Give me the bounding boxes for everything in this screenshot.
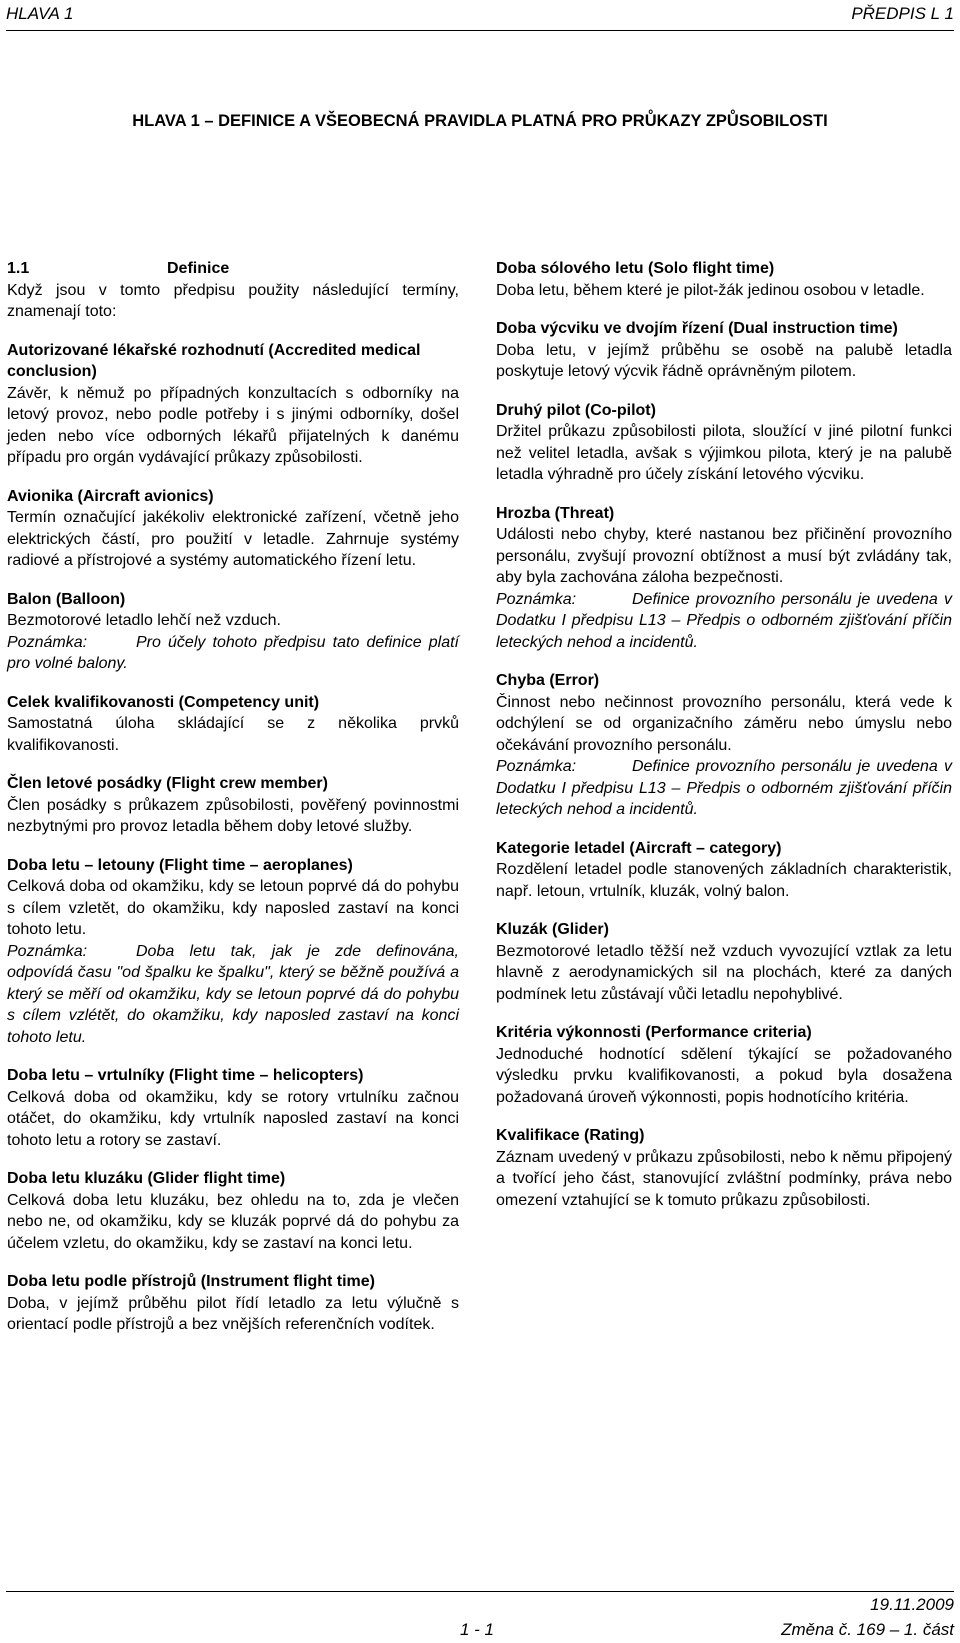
definition-text: Doba letu, během které je pilot-žák jedinou osobou v letadle. xyxy=(496,281,925,299)
definition-term: Doba letu – vrtulníky (Flight time – helicopters) xyxy=(7,1067,364,1084)
definition-text: Doba, v jejímž průběhu pilot řídí letadlo za letu výlučně s orientací podle přístrojů a bez vnějších referenčních vodítek. xyxy=(7,1294,459,1333)
section-heading xyxy=(7,258,459,280)
definition-text: Samostatná úloha skládající se z několika prvků kvalifikovanosti. xyxy=(7,715,459,754)
footer-page-number: 1 - 1 xyxy=(460,1620,495,1639)
note-label: Poznámka: xyxy=(496,758,577,775)
definition-text: Doba letu, v jejímž průběhu se osobě na palubě letadla poskytuje letový výcvik řádně oprávněným pilotem. xyxy=(496,341,952,380)
header-regulation: PŘEDPIS L 1 xyxy=(851,4,954,23)
note-label: Poznámka: xyxy=(496,590,577,608)
definition-text: Závěr, k němuž po případných konzultacích s odborníky na letový provoz, nebo podle potřeby i s jinými odborníky, došel jeden nebo více odborných lékařů přijatelných k danému případu pro orgán vydávající průkazy způsobilosti. xyxy=(7,384,459,466)
definition-term: Avionika (Aircraft avionics) xyxy=(7,487,214,505)
definition-term: Doba sólového letu (Solo flight time) xyxy=(496,260,775,277)
definition-term: Balon (Balloon) xyxy=(7,590,126,608)
definition-entry xyxy=(496,503,952,654)
definition-text: Události nebo chyby, které nastanou bez přičinění provozního personálu, zvyšují provozní obtížnost a musí být zvládány tak, aby byla zachována záloha bezpečnosti. xyxy=(496,526,952,586)
footer-amendment: Změna č. 169 – 1. část xyxy=(781,1620,954,1639)
definition-note xyxy=(7,632,459,675)
section-intro-text: Když jsou v tomto předpisu použity následující termíny, znamenají toto: xyxy=(7,281,459,320)
definition-term: Druhý pilot (Co-pilot) xyxy=(496,401,656,419)
definition-term: Celek kvalifikovanosti (Competency unit) xyxy=(7,693,320,711)
definition-entry xyxy=(7,486,459,572)
note-label: Poznámka: xyxy=(7,942,88,960)
footer-rule xyxy=(6,1591,954,1592)
definition-text: Celková doba letu kluzáku, bez ohledu na to, zda je vlečen nebo ne, od okamžiku, kdy se kluzák poprvé dá do pohybu za účelem vzletu, do okamžiku, kdy se zastaví na konci letu. xyxy=(7,1191,459,1252)
definition-entry xyxy=(7,1168,459,1254)
definition-note xyxy=(496,589,952,654)
definition-text: Bezmotorové letadlo těžší než vzduch vyvozující vztlak za letu hlavně z aerodynamických sil na plochách, které za daných podmínek letu zůstávají vůči letadlu nepohyblivé. xyxy=(496,942,952,1003)
definition-entry xyxy=(496,400,952,486)
note-text: Definice provozního personálu je uvedena v Dodatku I předpisu L13 – Předpis o odborném zjišťování příčin leteckých nehod a incidentů. xyxy=(496,590,952,651)
definition-text: Bezmotorové letadlo lehčí než vzduch. xyxy=(7,612,281,629)
definition-term: Doba letu – letouny (Flight time – aeroplanes) xyxy=(7,856,353,874)
definition-text: Rozdělení letadel podle stanovených základních charakteristik, např. letoun, vrtulník, kluzák, volný balon. xyxy=(496,861,952,900)
definition-entry xyxy=(7,855,459,1049)
definition-entry xyxy=(496,670,952,821)
definition-entry xyxy=(496,318,952,383)
definition-term: Člen letové posádky (Flight crew member) xyxy=(7,775,328,792)
definition-text: Celková doba od okamžiku, kdy se letoun poprvé dá do pohybu s cílem vzletět, do okamžiku, kdy naposled zastaví na konci tohoto letu. xyxy=(7,878,459,938)
chapter-title: HLAVA 1 – DEFINICE A VŠEOBECNÁ PRAVIDLA PLATNÁ PRO PRŮKAZY ZPŮSOBILOSTI xyxy=(132,112,828,130)
right-definitions xyxy=(496,258,952,1211)
definition-note xyxy=(496,756,952,821)
section-number: 1.1 xyxy=(7,260,30,277)
definition-entry xyxy=(7,692,459,757)
definition-text: Záznam uvedený v průkazu způsobilosti, nebo k němu připojený a tvořící jeho část, stanovující zvláštní podmínky, práva nebo omezení vztahující se k tomuto průkazu způsobilosti. xyxy=(496,1148,952,1209)
header-rule xyxy=(6,30,954,31)
definition-term: Hrozba (Threat) xyxy=(496,504,615,522)
definition-term: Autorizované lékařské rozhodnutí (Accredited medical conclusion) xyxy=(7,341,421,380)
left-column xyxy=(7,258,459,1353)
header-chapter: HLAVA 1 xyxy=(6,4,74,23)
section-title: Definice xyxy=(167,260,230,277)
definition-term: Chyba (Error) xyxy=(496,672,600,689)
definition-text: Termín označující jakékoliv elektronické zařízení, včetně jeho elektrických částí, pro použití v letadle. Zahrnuje systémy radiové a přístrojové a systémy automatického řízení letu. xyxy=(7,509,459,569)
definition-term: Kvalifikace (Rating) xyxy=(496,1127,645,1144)
note-text: Definice provozního personálu je uvedena v Dodatku I předpisu L13 – Předpis o odborném zjišťování příčin leteckých nehod a incidentů. xyxy=(496,758,952,818)
definition-term: Doba letu kluzáku (Glider flight time) xyxy=(7,1170,286,1187)
definition-entry xyxy=(7,1271,459,1336)
definition-text: Činnost nebo nečinnost provozního personálu, která vede k odchýlení se od organizačního záměru nebo úmyslu nebo očekávání provozního personálu. xyxy=(496,693,952,754)
definition-entry xyxy=(496,838,952,903)
definition-note xyxy=(7,941,459,1049)
definition-term: Kategorie letadel (Aircraft – category) xyxy=(496,839,782,857)
definition-entry xyxy=(496,1022,952,1108)
definition-term: Kritéria výkonnosti (Performance criteria) xyxy=(496,1024,812,1041)
definition-text: Celková doba od okamžiku, kdy se rotory vrtulníku začnou otáčet, do okamžiku, kdy vrtulník naposled zastaví na konci tohoto letu a rotory se zastaví. xyxy=(7,1088,459,1149)
left-definitions xyxy=(7,340,459,1336)
note-text: Pro účely tohoto předpisu tato definice platí pro volné balony. xyxy=(7,633,459,672)
definition-term: Kluzák (Glider) xyxy=(496,921,609,938)
definition-entry xyxy=(7,773,459,838)
definition-term: Doba letu podle přístrojů (Instrument flight time) xyxy=(7,1273,375,1290)
right-column xyxy=(496,258,952,1228)
definition-entry xyxy=(496,1125,952,1211)
definition-entry xyxy=(496,919,952,1005)
definition-term: Doba výcviku ve dvojím řízení (Dual instruction time) xyxy=(496,320,898,337)
definition-entry xyxy=(7,340,459,469)
note-text: Doba letu tak, jak je zde definována, odpovídá času "od špalku ke špalku", který se běžně používá a který se měří od okamžiku, kdy se letoun poprvé dá do pohybu s cílem vzlétět, do okamžiku, kdy naposled zastaví na konci tohoto letu. xyxy=(7,942,459,1046)
definition-entry xyxy=(496,258,952,301)
definition-text: Člen posádky s průkazem způsobilosti, pověřený povinnostmi nezbytnými pro provoz letadla během doby letové služby. xyxy=(7,796,459,835)
footer-date: 19.11.2009 xyxy=(870,1595,954,1614)
definition-text: Držitel průkazu způsobilosti pilota, sloužící v jiné pilotní funkci než velitel letadla, avšak s výjimkou pilota, který je na palubě letadla výhradně pro účely získání letového výcviku. xyxy=(496,423,952,483)
note-label: Poznámka: xyxy=(7,633,88,651)
definition-entry xyxy=(7,589,459,675)
definition-entry xyxy=(7,1065,459,1151)
definition-text: Jednoduché hodnotící sdělení týkající se požadovaného výsledku prvku kvalifikovanosti, a pokud byla dosažena požadovaná úroveň výkonnosti, popis hodnotícího kritéria. xyxy=(496,1045,952,1106)
section-intro xyxy=(7,258,459,323)
